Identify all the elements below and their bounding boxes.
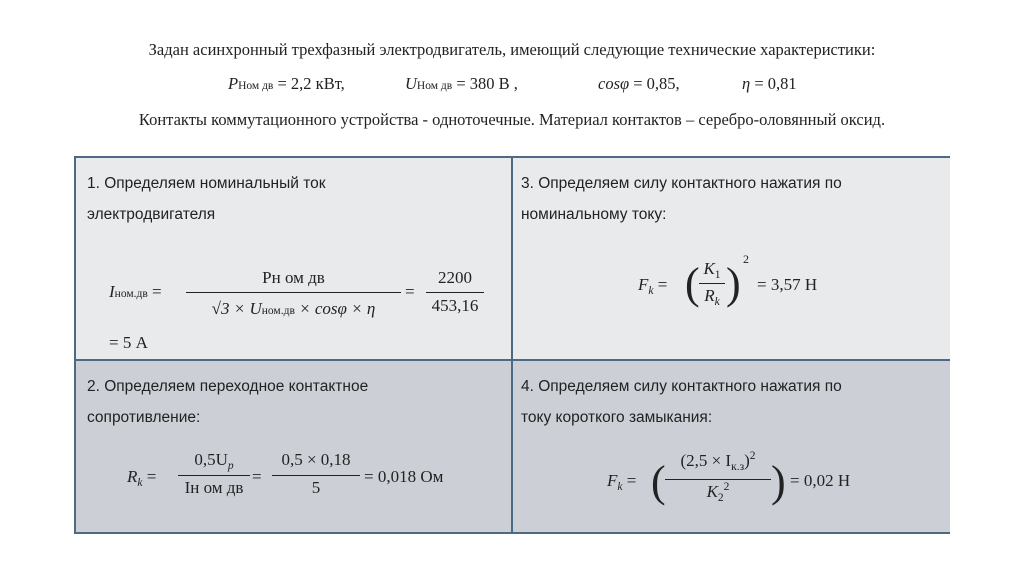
cell-contact-resistance — [76, 361, 513, 532]
fraction-numerator: $K_1$ — [703, 259, 721, 281]
fraction-denominator: Iн ом дв — [184, 478, 244, 497]
cell-title: 2. Определяем переходное контактное сопротивление: — [87, 378, 369, 426]
equals-sign: = — [405, 282, 415, 301]
value-bar — [272, 475, 360, 476]
formula-lhs: $F_k$ = — [638, 275, 668, 297]
formula-lhs: $F_k$ = — [607, 471, 637, 493]
exponent: 2 — [743, 252, 749, 266]
calculation-table — [74, 156, 950, 534]
cos-phi-param: cosφ = 0,85, — [598, 74, 680, 93]
paren-left: ( — [685, 259, 700, 308]
equals-sign: = — [252, 467, 262, 486]
cell-title: 4. Определяем силу контактного нажатия по току короткого замыкания: — [521, 378, 842, 426]
contacts-text: Контакты коммутационного устройства - одноточечные. Материал контактов – серебро-оловянный оксид. — [138, 110, 886, 129]
fraction-bar — [699, 283, 725, 284]
formula-lhs: Iном.дв = — [109, 282, 162, 301]
value-bar — [426, 292, 484, 293]
cell-contact-force-short-circuit — [513, 361, 950, 532]
voltage-param: UНом дв = 380 В , — [405, 74, 518, 93]
formula-result: = 3,57 Н — [757, 275, 818, 294]
fraction-bar — [665, 479, 771, 480]
value-denominator: 5 — [311, 478, 321, 497]
value-denominator: 453,16 — [431, 296, 479, 315]
efficiency-param: η = 0,81 — [742, 74, 797, 93]
fraction-denominator: $K_2^2$ — [706, 481, 730, 504]
cell-nominal-current — [76, 158, 513, 361]
formula-lhs: $R_k$ = — [127, 467, 157, 489]
value-numerator: 2200 — [438, 268, 472, 287]
formula-result: = 5 А — [109, 333, 148, 352]
paren-right: ) — [771, 457, 786, 506]
power-param: PНом дв = 2,2 кВт, — [228, 74, 345, 93]
value-numerator: 0,5 × 0,18 — [281, 450, 351, 469]
cell-title: 1. Определяем номинальный ток электродвигателя — [87, 175, 326, 223]
fraction-bar — [186, 292, 401, 293]
fraction-numerator: $0,5U_p$ — [194, 450, 234, 472]
cell-contact-force-nominal — [513, 158, 950, 361]
formula-result: = 0,02 Н — [790, 471, 851, 490]
fraction-denominator: $R_k$ — [704, 286, 720, 308]
paren-right: ) — [726, 259, 741, 308]
intro-text: Задан асинхронный трехфазный электродвигатель, имеющий следующие технические характеристики: — [148, 40, 876, 59]
fraction-bar — [178, 475, 250, 476]
fraction-numerator: $(2,5 \times I_{к.з})^2$ — [680, 450, 756, 473]
cell-title: 3. Определяем силу контактного нажатия по номинальному току: — [521, 175, 842, 223]
fraction-numerator: Pн ом дв — [262, 268, 325, 287]
paren-left: ( — [651, 457, 666, 506]
formula-result: = 0,018 Ом — [364, 467, 444, 486]
fraction-denominator: √3 × Uном.дв × cosφ × η — [211, 299, 376, 318]
